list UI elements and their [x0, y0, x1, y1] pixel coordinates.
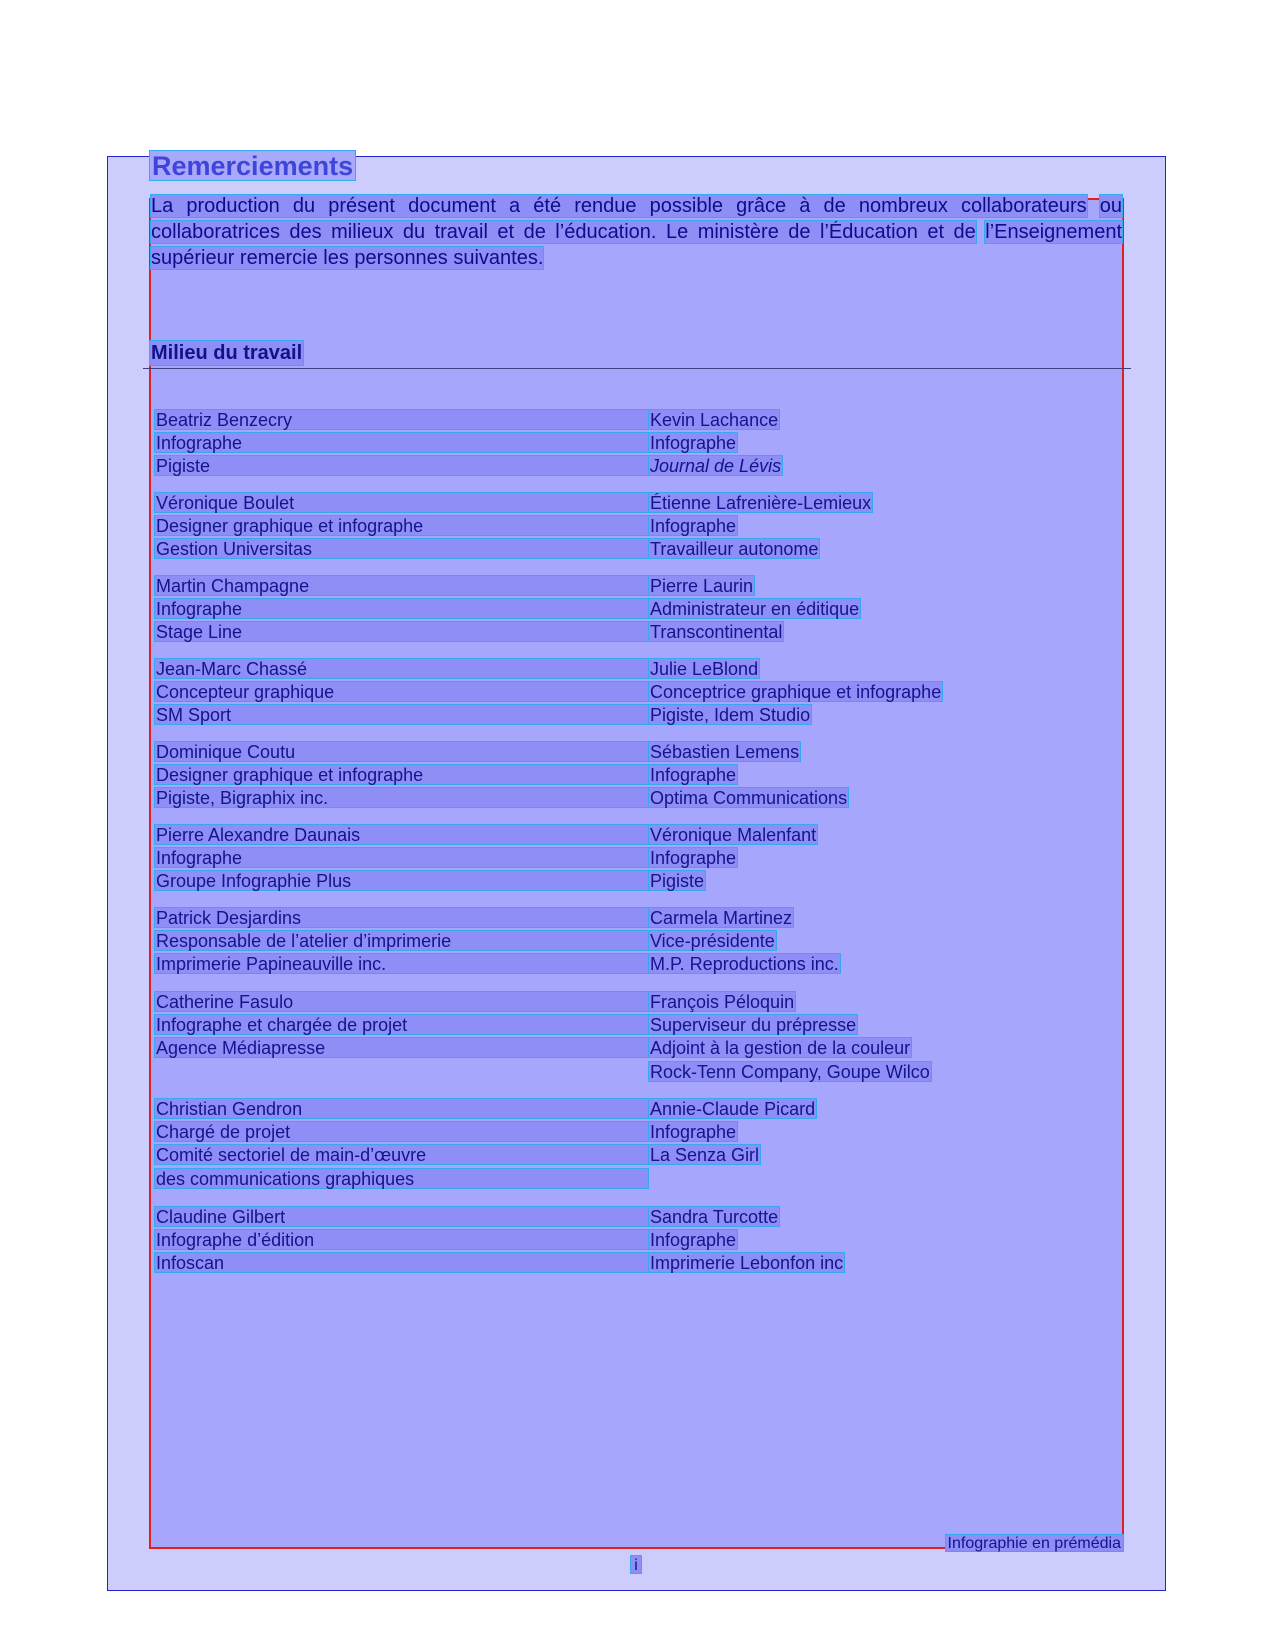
- contact-role: Designer graphique et infographe: [154, 515, 649, 536]
- contact-name: Patrick Desjardins: [154, 907, 649, 928]
- page-number: i: [630, 1555, 642, 1574]
- contact-organization: Pigiste: [650, 871, 705, 891]
- contact-role: Infographe et chargée de projet: [154, 1014, 649, 1035]
- contact-organization: La Senza Girl: [650, 1145, 760, 1165]
- contact-name: Martin Champagne: [154, 575, 649, 596]
- contact-organization: Infoscan: [154, 1252, 649, 1273]
- contact-organization: Journal de Lévis: [650, 456, 782, 476]
- contact-name: Catherine Fasulo: [154, 991, 649, 1012]
- contact-name: Beatriz Benzecry: [154, 409, 649, 430]
- contact-role: Adjoint à la gestion de la couleur: [650, 1038, 911, 1058]
- contact-role: Infographe d’édition: [154, 1229, 649, 1250]
- contact-organization: Groupe Infographie Plus: [154, 870, 649, 891]
- section-divider: [143, 368, 1131, 369]
- contact-role: Infographe: [650, 765, 737, 785]
- contact-name: Véronique Malenfant: [650, 825, 817, 845]
- intro-line: ou collaboratrices des milieux du travail et de l’éducation. Le ministère de l’Éducation et de: [151, 195, 1122, 243]
- contact-organization: Stage Line: [154, 621, 649, 642]
- footer-label: Infographie en prémédia: [945, 1534, 1124, 1552]
- contact-organization: Pigiste, Bigraphix inc.: [154, 787, 649, 808]
- contact-role: Infographe: [650, 848, 737, 868]
- contact-name: Dominique Coutu: [154, 741, 649, 762]
- page-title: Remerciements: [149, 150, 356, 181]
- section-heading: Milieu du travail: [151, 342, 303, 364]
- contact-role: Concepteur graphique: [154, 681, 649, 702]
- contact-role: Conceptrice graphique et infographe: [650, 682, 942, 702]
- contact-role: Infographe: [650, 433, 737, 453]
- contact-role: Infographe: [154, 432, 649, 453]
- contact-name: Carmela Martinez: [650, 908, 793, 928]
- contact-name: Pierre Alexandre Daunais: [154, 824, 649, 845]
- contact-name: Julie LeBlond: [650, 659, 759, 679]
- contact-organization: M.P. Reproductions inc.: [650, 954, 839, 974]
- contact-name: Kevin Lachance: [650, 410, 779, 430]
- contact-name: Claudine Gilbert: [154, 1206, 649, 1227]
- intro-line: La production du présent document a été rendue possible grâce à de nombreux collaborateurs: [151, 195, 1087, 217]
- contact-role: Administrateur en éditique: [650, 599, 860, 619]
- contact-name: Annie-Claude Picard: [650, 1099, 816, 1119]
- contact-name: Pierre Laurin: [650, 576, 754, 596]
- contact-organization: Pigiste, Idem Studio: [650, 705, 811, 725]
- contact-name: Étienne Lafrenière-Lemieux: [650, 493, 872, 513]
- contact-organization: Comité sectoriel de main-d’œuvre: [154, 1144, 649, 1165]
- contact-organization: Transcontinental: [650, 622, 783, 642]
- contact-role: Infographe: [154, 847, 649, 868]
- contact-role: Infographe: [650, 1230, 737, 1250]
- contact-role: Infographe: [650, 1122, 737, 1142]
- contact-organization: Imprimerie Papineauville inc.: [154, 953, 649, 974]
- contact-organization: Pigiste: [154, 455, 649, 476]
- contact-organization: Travailleur autonome: [650, 539, 819, 559]
- contact-role: Infographe: [154, 598, 649, 619]
- contact-organization: Agence Médiapresse: [154, 1037, 649, 1058]
- contact-organization: des communications graphiques: [154, 1168, 649, 1189]
- contact-role: Responsable de l’atelier d’imprimerie: [154, 930, 649, 951]
- intro-line: l’Enseignement supérieur remercie les personnes suivantes.: [151, 221, 1122, 269]
- contact-role: Chargé de projet: [154, 1121, 649, 1142]
- contact-organization: SM Sport: [154, 704, 649, 725]
- contact-organization: Optima Communications: [650, 788, 848, 808]
- contact-role: Superviseur du prépresse: [650, 1015, 857, 1035]
- contact-name: Véronique Boulet: [154, 492, 649, 513]
- contact-name: Christian Gendron: [154, 1098, 649, 1119]
- contact-organization: Imprimerie Lebonfon inc: [650, 1253, 844, 1273]
- intro-paragraph: [151, 193, 1122, 271]
- contact-role: Vice-présidente: [650, 931, 775, 951]
- contact-role: Designer graphique et infographe: [154, 764, 649, 785]
- contact-role: Infographe: [650, 516, 737, 536]
- contact-name: Sébastien Lemens: [650, 742, 800, 762]
- contact-name: François Péloquin: [650, 992, 795, 1012]
- contact-organization: Rock-Tenn Company, Goupe Wilco: [650, 1062, 930, 1082]
- contact-name: Sandra Turcotte: [650, 1207, 779, 1227]
- contact-organization: Gestion Universitas: [154, 538, 649, 559]
- contact-name: Jean-Marc Chassé: [154, 658, 649, 679]
